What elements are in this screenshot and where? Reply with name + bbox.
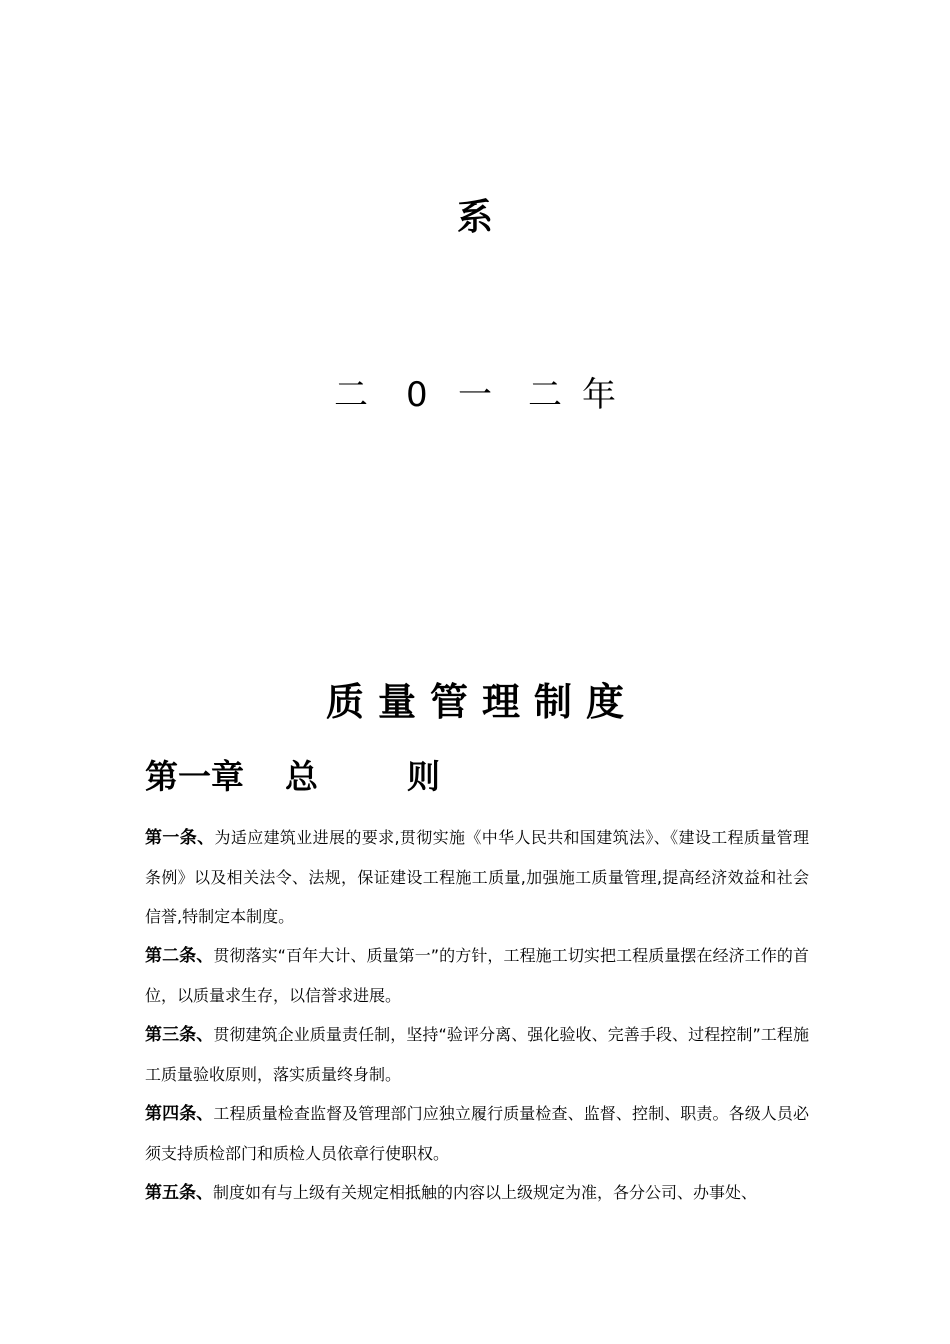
year-char: 二 [528, 375, 562, 415]
article-label: 第二条、 [145, 946, 214, 966]
chapter-name-part2: 则 [407, 757, 440, 796]
article-label: 第四条、 [145, 1104, 214, 1124]
year-char: 二 [334, 375, 368, 415]
year-char: 一 [458, 375, 492, 415]
cover-year [332, 372, 632, 418]
cover-title-fragment: 系 [456, 197, 493, 238]
article-4 [145, 1094, 809, 1173]
year-char: 0 [406, 375, 428, 415]
article-label: 第三条、 [145, 1025, 214, 1045]
article-list [145, 818, 809, 1213]
article-text: 贯彻落实“百年大计、质量第一”的方针，工程施工切实把工程质量摆在经济工作的首位，以质量求生存，以信誉求进展。 [145, 946, 809, 1005]
chapter-name-part1: 总 [285, 757, 318, 796]
article-5 [145, 1173, 809, 1213]
article-text: 贯彻建筑企业质量责任制，坚持“验评分离、强化验收、完善手段、过程控制”工程施工质量验收原则，落实质量终身制。 [145, 1025, 809, 1084]
article-text: 制度如有与上级有关规定相抵触的内容以上级规定为准，各分公司、办事处、 [213, 1183, 758, 1202]
year-char: 年 [582, 375, 616, 415]
article-text: 为适应建筑业进展的要求,贯彻实施《中华人民共和国建筑法》、《建设工程质量管理条例》以及相关法令、法规，保证建设工程施工质量,加强施工质量管理,提高经济效益和社会信誉,特制定本制度。 [145, 828, 810, 926]
article-3 [145, 1015, 809, 1094]
article-1 [145, 818, 809, 936]
article-label: 第一条、 [145, 828, 215, 848]
article-label: 第五条、 [145, 1183, 213, 1203]
document-title: 质量管理制度 [325, 680, 638, 724]
article-text: 工程质量检查监督及管理部门应独立履行质量检查、监督、控制、职责。各级人员必须支持质检部门和质检人员依章行使职权。 [145, 1104, 809, 1163]
chapter-number: 第一章 [145, 757, 244, 796]
article-2 [145, 936, 809, 1015]
